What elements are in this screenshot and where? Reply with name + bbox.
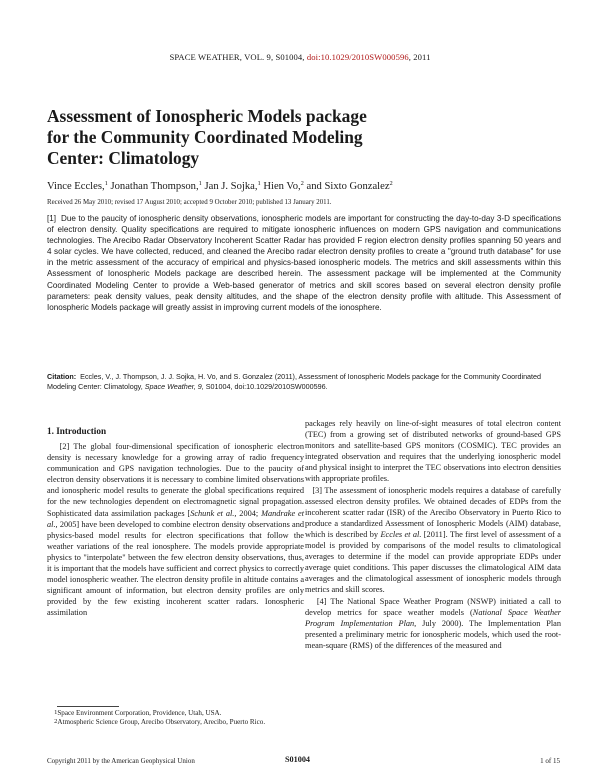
author-affil-mark: 1 — [198, 180, 202, 187]
citation-text: Eccles, V., J. Thompson, J. J. Sojka, H. Vo, and S. Gonzalez (2011), Assessment of Ionospheric Models package for the Community Coordinated Modeling Center: Climatology, — [47, 372, 542, 391]
title-line: Center: Climatology — [47, 148, 200, 168]
reference-link[interactable]: Eccles et al. — [380, 529, 422, 539]
author-name: and Sixto Gonzalez — [303, 181, 390, 192]
affiliation-line — [47, 718, 304, 727]
body-text: 2004; — [239, 508, 259, 518]
affiliations — [47, 709, 304, 728]
body-paragraph — [305, 485, 561, 596]
footnote-divider — [57, 706, 119, 707]
abstract-text: Due to the paucity of ionospheric density observations, ionospheric models are important for constructing the day-to-day 3-D specifications of electron density. Quality specifications are required to mitigate ionospheric influences on modern GPS navigation and communications technologies. The Arecibo Radar Observatory Incoherent Scatter Radar has provided F region electron density profiles spanning 50 years and 4 solar cycles. We have collected, reduced, and cleaned the Arecibo radar electron density profiles to create a "ground truth database" for use in the metric assessment of the accuracy of empirical and physics-based ionospheric models. The metrics and skill assessments within this Assessment of Ionospheric Models package are described herein. The assessment package will be implemented at the Community Coordinated Modeling Center to provide a Web-based generator of metrics and skill scores based on several electron density profile parameters: peak density values, peak density altitudes, and the shape of the electron density profile with altitude. This Assessment of Ionospheric Models package will greatly assist in improving current models of the ionosphere. — [47, 214, 561, 312]
doi-link[interactable]: doi:10.1029/2010SW000596 — [306, 52, 409, 62]
journal-year: , 2011 — [408, 52, 431, 62]
footer-copyright: Copyright 2011 by the American Geophysical Union — [47, 757, 195, 765]
footer-page-number: 1 of 15 — [540, 757, 560, 765]
body-text: The National Space Weather Program (NSWP) initiated a call to develop metrics for space weather models ( — [305, 596, 561, 617]
affiliation-line — [47, 709, 304, 718]
citation-label: Citation: — [47, 372, 77, 381]
affil-mark: 1 — [54, 709, 58, 716]
received-dates: Received 26 May 2010; revised 17 August 2010; accepted 9 October 2010; published 13 January 2011. — [47, 199, 332, 206]
body-paragraph — [305, 596, 561, 651]
paragraph-number: [4] — [316, 596, 327, 606]
footer-article-id: S01004 — [285, 755, 311, 764]
reference-link[interactable]: Schunk et al., — [190, 508, 237, 518]
author-affil-mark: 1 — [257, 180, 261, 187]
author-affil-mark: 2 — [300, 180, 304, 187]
running-head — [0, 52, 600, 62]
author-name: Jan J. Sojka, — [201, 181, 258, 192]
body-paragraph — [47, 441, 304, 619]
citation-journal: Space Weather, 9, — [144, 382, 204, 391]
title-line: for the Community Coordinated Modeling — [47, 127, 363, 147]
section-heading: 1. Introduction — [47, 426, 107, 436]
body-paragraph: packages rely heavily on line-of-sight measures of total electron content (TEC) from a growing set of distributed networks of ground-based GPS monitors and satellite-based GPS monitors (COSMIC). TEC provides an integrated observation and requires that the underlying ionospheric model and physical insight to interpret the TEC observations into electron densities with appropriate profiles. — [305, 419, 561, 484]
citation-block — [47, 372, 561, 392]
left-column — [47, 441, 304, 619]
affiliation-text: Space Environment Corporation, Providence, Utah, USA. — [57, 709, 222, 717]
paragraph-number: [2] — [59, 442, 70, 451]
author-name: Vince Eccles, — [47, 181, 105, 192]
affil-mark: 2 — [54, 718, 58, 726]
author-name: Hien Vo, — [260, 181, 301, 192]
author-affil-mark: 1 — [104, 180, 108, 187]
author-name: Jonathan Thompson, — [107, 181, 199, 192]
body-text: July 2000). The Implementation Plan presented a preliminary metric for ionospheric models, which used the root-mean-square (RMS) of the differences of the measured and — [305, 618, 562, 650]
body-text: [2011]. The first level of assessment of a model is provided by comparisons of the model results to climatological averages to determine if the model can provide appropriate EDPs under average quiet conditions. This paper discusses the climatological AIM data averages and the climatological assessment of ionospheric models through metrics and skill scores. — [305, 529, 561, 595]
paragraph-number: [3] — [312, 485, 323, 495]
citation-doi: S01004, doi:10.1029/2010SW000596. — [205, 382, 328, 391]
abstract — [47, 213, 561, 313]
author-list — [47, 181, 567, 192]
author-affil-mark: 2 — [389, 180, 393, 187]
journal-info: SPACE WEATHER, VOL. 9, S01004, — [169, 52, 305, 62]
affiliation-text: Atmospheric Science Group, Arecibo Observatory, Arecibo, Puerto Rico. — [57, 718, 266, 727]
paper-title — [47, 106, 507, 169]
reference-link[interactable]: National Space Weather Program Implementation Plan, — [305, 607, 561, 628]
body-text: The assessment of ionospheric models requires a database of carefully assessed electron density profiles. We obtained decades of EDPs from the incoherent scatter radar (ISR) of the Arecibo Observatory in Puerto Rico to produce a standardized Assessment of Ionospheric Models (AIM) database, which is described by — [305, 485, 561, 539]
body-text: 2005] have been developed to combine electron density observations and physics-based model results for electron specifications that follow the weather variations of the real ionosphere. The models provide appropriate physics to "interpolate" between the few electron density observations, thus, it is important that the models have sufficient and correct physics to correctly model ionospheric weather. The electron density profile in altitude contains a significant amount of information, but electron density profiles are only provided by the few existing incoherent scatter radars. Ionospheric assimilation — [47, 519, 304, 618]
reference-link[interactable]: Mandrake et al., — [47, 508, 304, 529]
paragraph-number: [1] — [47, 214, 56, 223]
right-column — [305, 418, 561, 651]
body-text: The global four-dimensional specification of ionospheric electron density is necessary knowledge for a growing array of radio frequency communication and GPS navigation technologies. Due to the paucity of electron density observations it is necessary to combine limited observations and ionospheric model results to generate the global specifications required for the new technologies dependent on electromagnetic signal propagation. Sophisticated data assimilation packages [ — [47, 442, 304, 518]
title-line: Assessment of Ionospheric Models package — [47, 106, 367, 126]
